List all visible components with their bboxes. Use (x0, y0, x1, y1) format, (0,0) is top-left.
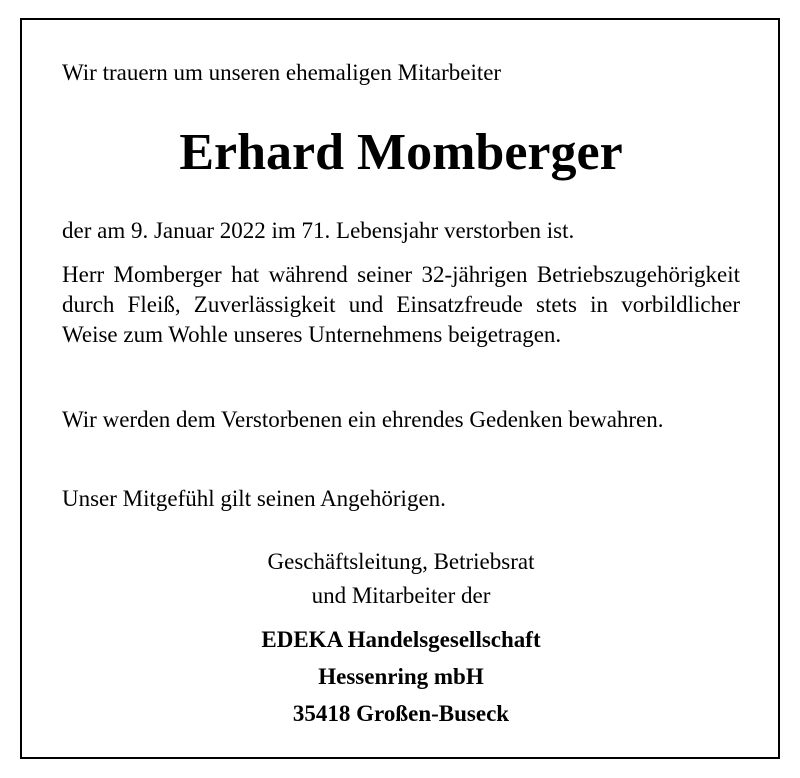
company-address: 35418 Großen-Buseck (292, 701, 510, 726)
condolence-text: Unser Mitgefühl gilt seinen Angehörigen. (62, 486, 446, 511)
tribute-paragraph: Herr Momberger hat während seiner 32-jährigen Betriebszugehörigkeit durch Fleiß, Zuverlässigkeit und Einsatzfreude stets in vorbildlicher Weise zum Wohle unseres Unternehmens beigetragen. (62, 262, 740, 347)
company-name-line-2: Hessenring mbH (318, 664, 484, 689)
intro-text: Wir trauern um unseren ehemaligen Mitarbeiter (62, 60, 502, 85)
memory-paragraph: Wir werden dem Verstorbenen ein ehrendes Gedenken bewahren. (62, 407, 664, 432)
signature-line-1: Geschäftsleitung, Betriebsrat (267, 549, 535, 574)
company-name-line-1: EDEKA Handelsgesellschaft (261, 627, 541, 652)
deceased-name: Erhard Momberger (179, 124, 623, 181)
signature-line-2: und Mitarbeiter der (311, 583, 491, 608)
death-date-text: der am 9. Januar 2022 im 71. Lebensjahr verstorben ist. (62, 218, 575, 243)
